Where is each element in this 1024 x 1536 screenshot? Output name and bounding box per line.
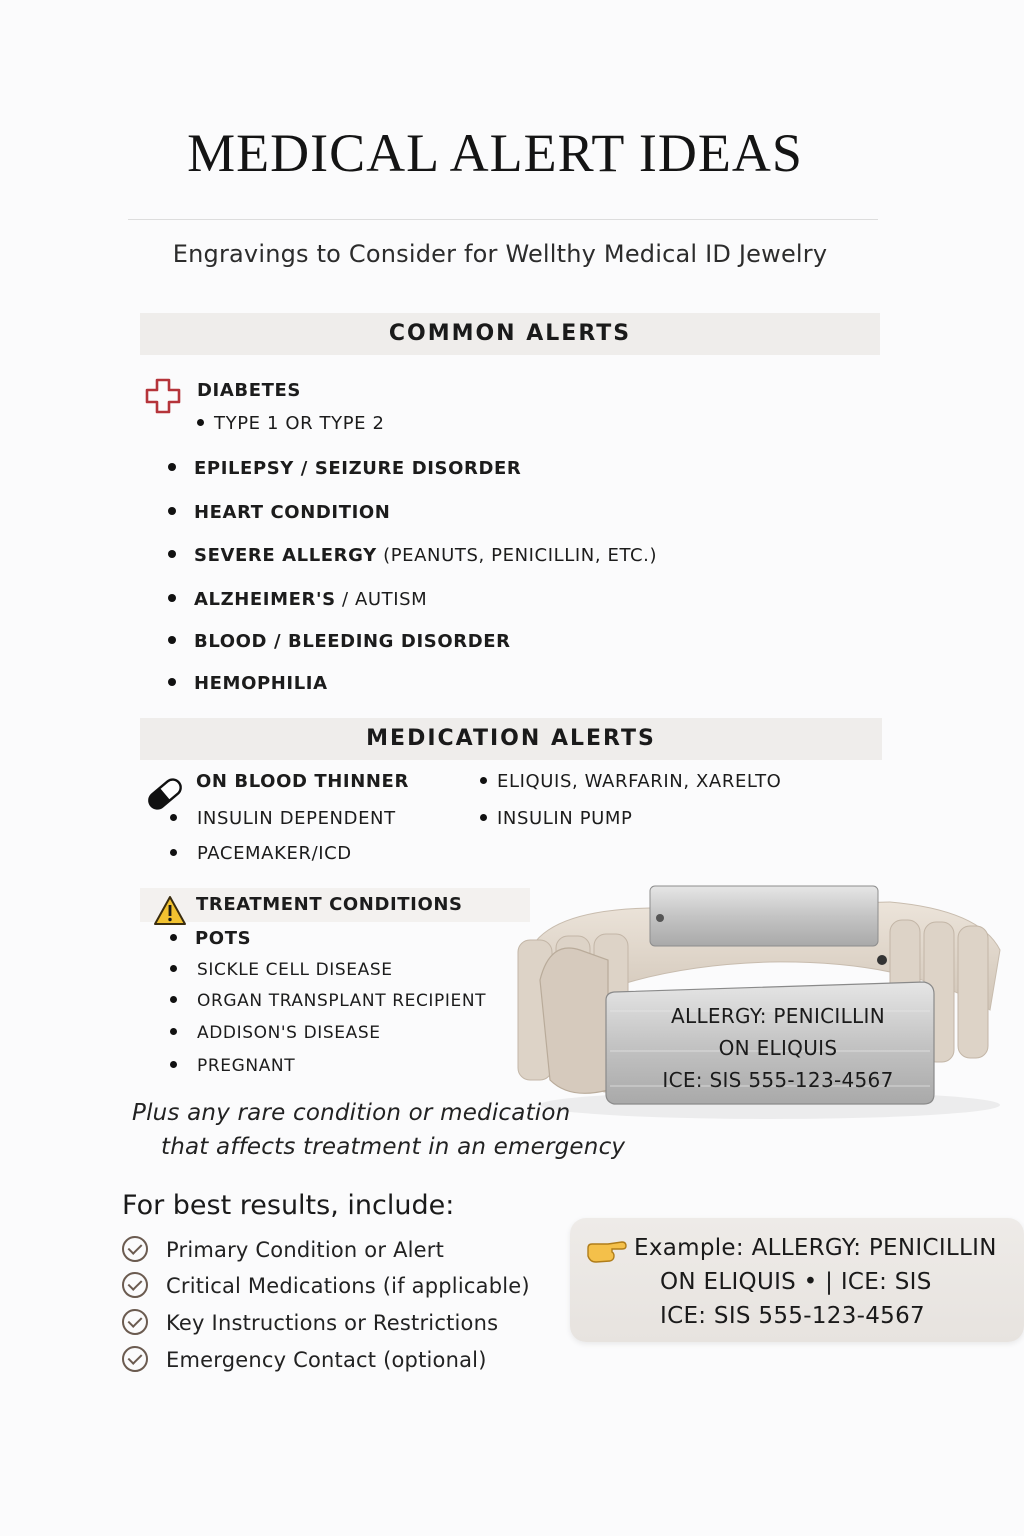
note-line-2: that affects treatment in an emergency [161, 1134, 626, 1160]
example-line-1: Example: ALLERGY: PENICILLIN [634, 1235, 997, 1261]
treatment-heading: TREATMENT CONDITIONS [196, 894, 463, 915]
medication-alerts-heading: MEDICATION ALERTS [140, 718, 882, 760]
pacemaker: PACEMAKER/ICD [170, 843, 352, 864]
list-item: EPILEPSY / SEIZURE DISORDER [168, 458, 521, 479]
page-title: MEDICAL ALERT IDEAS [187, 123, 803, 183]
medical-cross-icon [144, 377, 182, 415]
page-subtitle: Engravings to Consider for Wellthy Medical ID Jewelry [172, 240, 828, 268]
list-item: PREGNANT [170, 1056, 295, 1076]
list-item: ORGAN TRANSPLANT RECIPIENT [170, 991, 486, 1011]
example-line-2: ON ELIQUIS • | ICE: SIS [660, 1269, 932, 1295]
diabetes-type: TYPE 1 OR TYPE 2 [197, 413, 385, 434]
blood-thinner-label: ON BLOOD THINNER [196, 771, 409, 792]
pointing-hand-icon [586, 1236, 628, 1266]
tip-item: Critical Medications (if applicable) [122, 1274, 530, 1300]
list-item: BLOOD / BLEEDING DISORDER [168, 631, 511, 652]
insulin-pump: INSULIN PUMP [480, 808, 633, 829]
check-icon [122, 1272, 148, 1298]
list-item: HEART CONDITION [168, 502, 390, 523]
tip-item: Emergency Contact (optional) [122, 1348, 487, 1374]
engraving-line-2: ON ELIQUIS [718, 1036, 838, 1060]
check-icon [122, 1309, 148, 1335]
title-divider [128, 219, 878, 220]
insulin-dependent: INSULIN DEPENDENT [170, 808, 396, 829]
list-item: ADDISON'S DISEASE [170, 1023, 381, 1043]
engraving-line-3: ICE: SIS 555-123-4567 [662, 1068, 894, 1092]
tip-item: Key Instructions or Restrictions [122, 1311, 498, 1337]
list-item: ALZHEIMER'S / AUTISM [168, 589, 427, 610]
diabetes-label: DIABETES [197, 380, 301, 401]
list-item: POTS [170, 928, 251, 949]
check-icon [122, 1346, 148, 1372]
list-item: SICKLE CELL DISEASE [170, 960, 393, 980]
check-icon [122, 1236, 148, 1262]
example-line-3: ICE: SIS 555-123-4567 [660, 1303, 925, 1329]
blood-thinner-drugs: ELIQUIS, WARFARIN, XARELTO [480, 771, 781, 792]
tip-item: Primary Condition or Alert [122, 1238, 444, 1264]
list-item: SEVERE ALLERGY (PEANUTS, PENICILLIN, ETC.) [168, 545, 657, 566]
common-alerts-heading: COMMON ALERTS [140, 313, 880, 355]
bracelet-engraving [628, 1000, 928, 1096]
tips-heading: For best results, include: [122, 1190, 455, 1221]
list-item: HEMOPHILIA [168, 673, 328, 694]
engraving-line-1: ALLERGY: PENICILLIN [671, 1004, 885, 1028]
warning-icon [153, 895, 187, 927]
note-line-1: Plus any rare condition or medication [132, 1100, 571, 1126]
